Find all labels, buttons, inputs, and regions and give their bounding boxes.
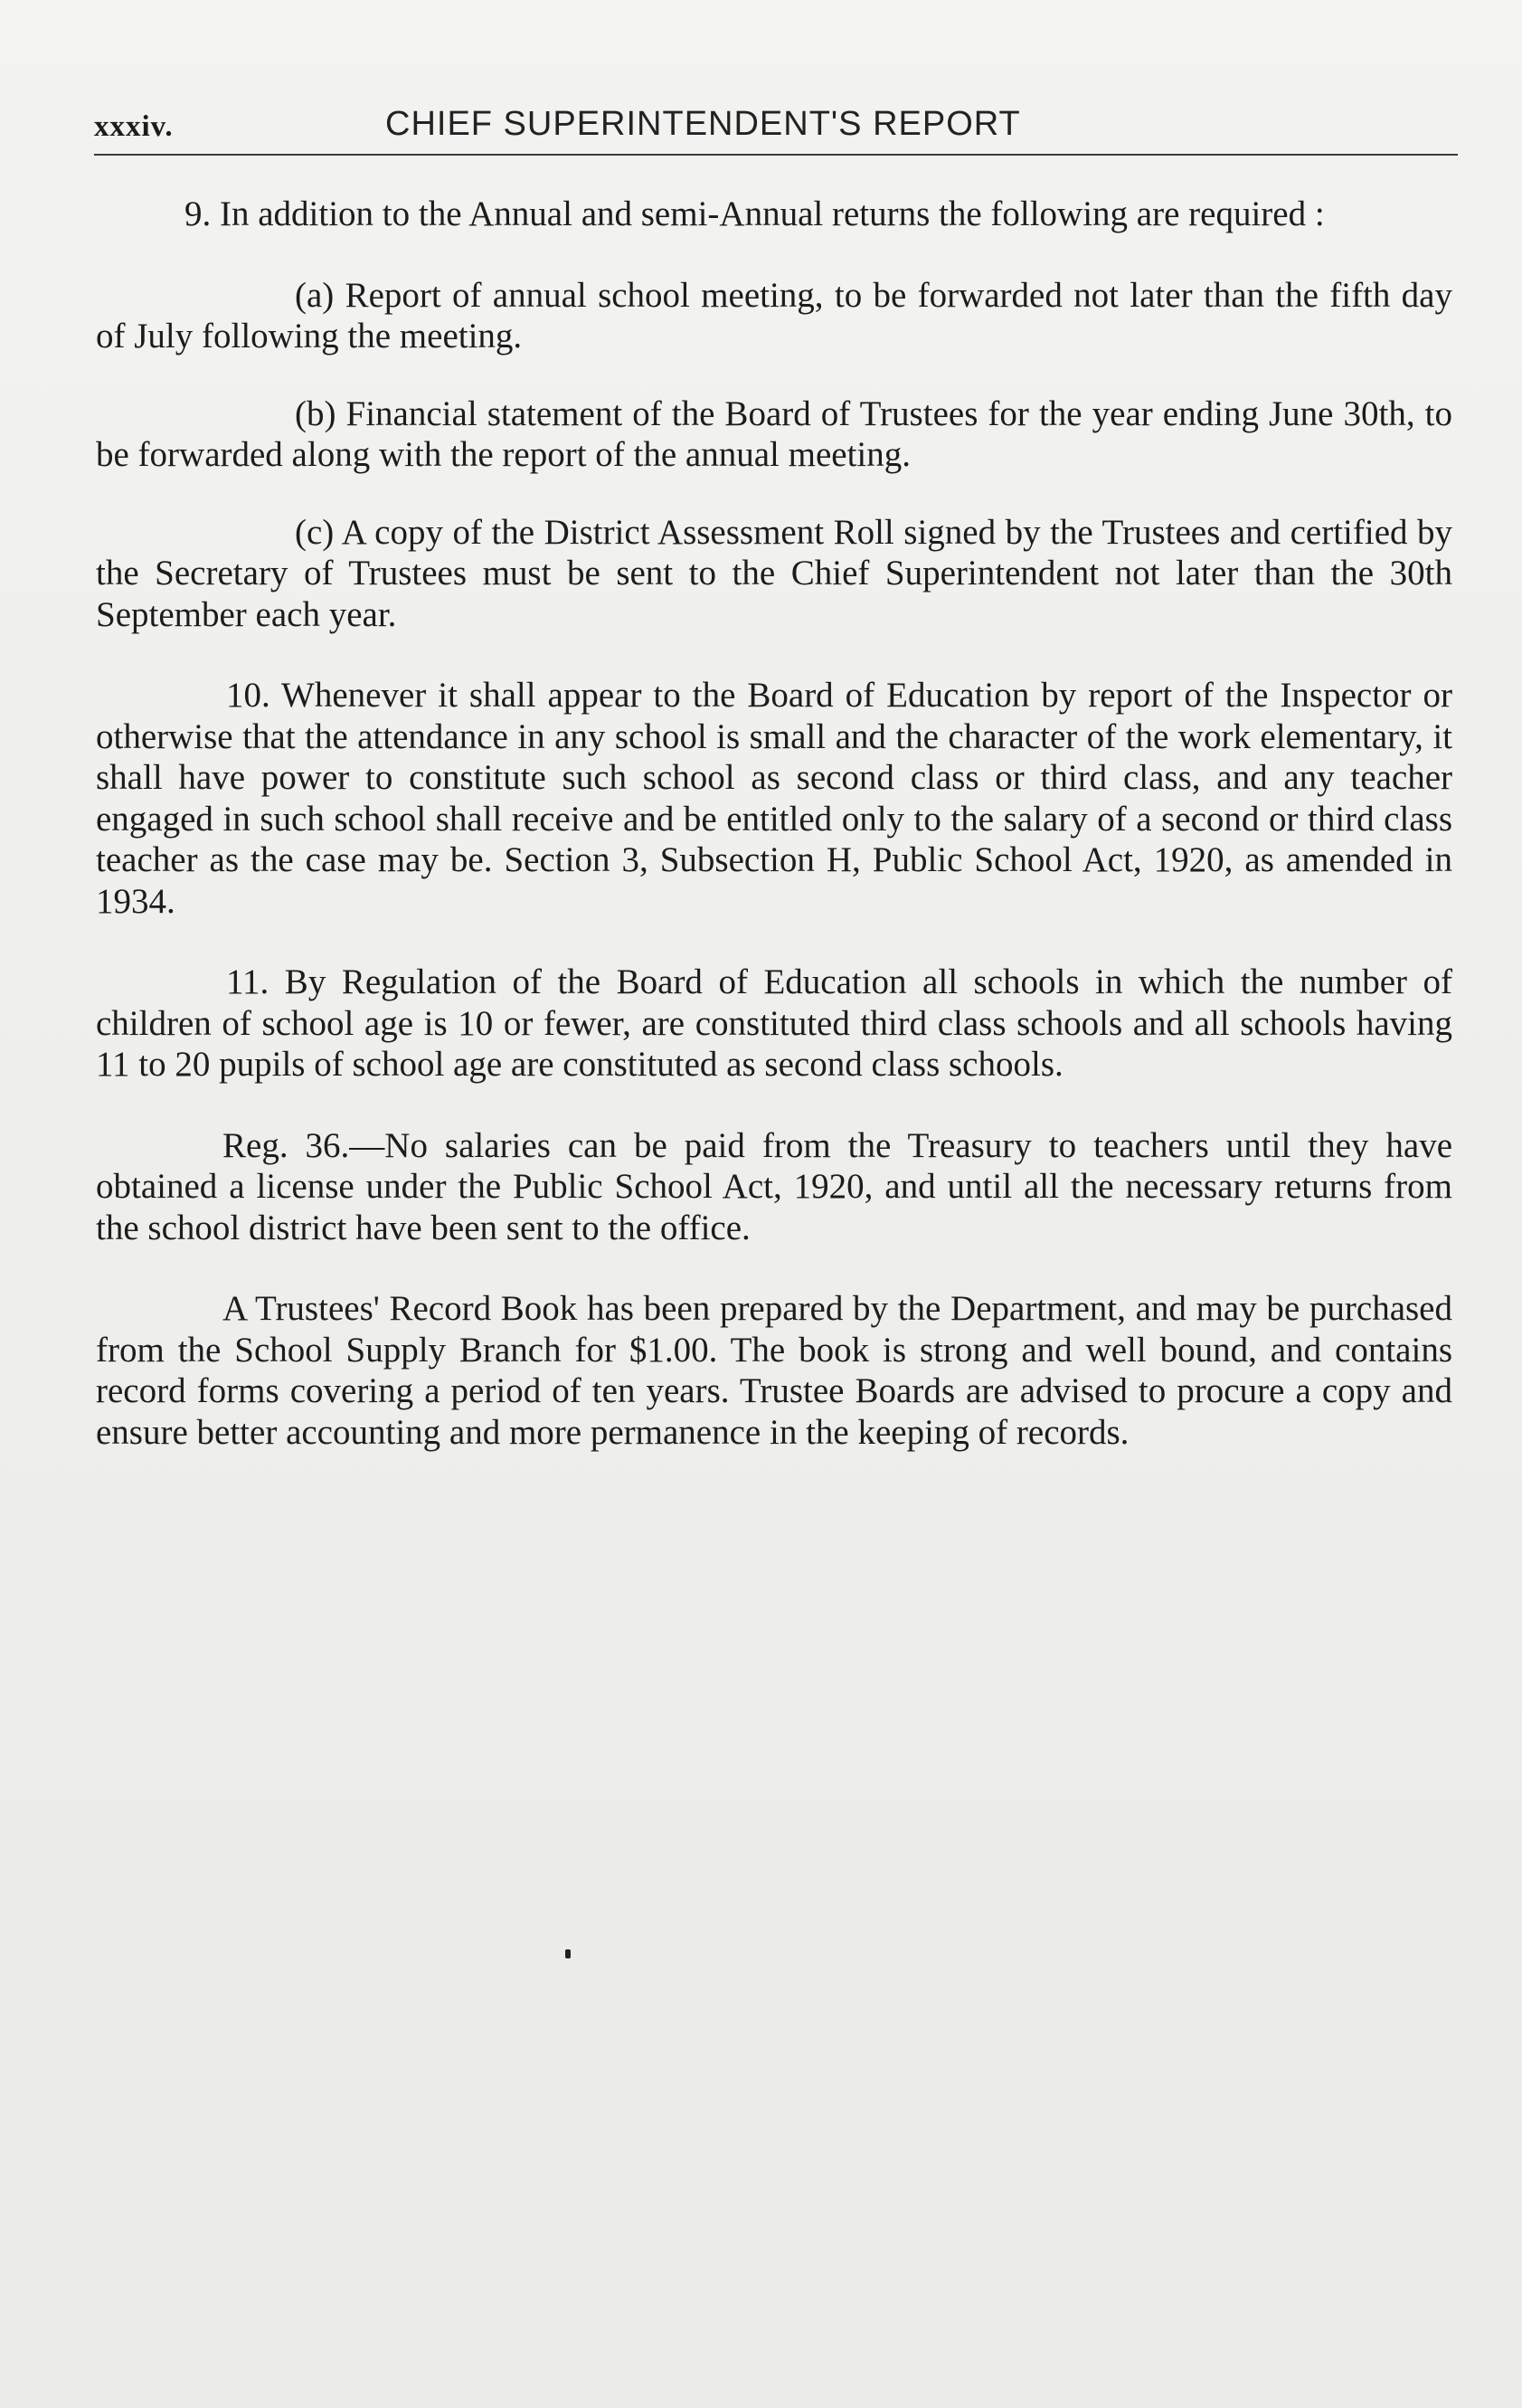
paragraph-9b: (b) Financial statement of the Board of Trustees for the year ending June 30th, to be forwarded along with the report of the annual meeting.: [96, 393, 1452, 474]
paragraph-11: 11. By Regulation of the Board of Education all schools in which the number of children of school age is 10 or fewer, are constituted third class schools and all schools having 11 to 20 pupils of school age are constituted as second class schools.: [96, 962, 1452, 1084]
page-header: [94, 100, 1456, 150]
paragraph-9c: (c) A copy of the District Assessment Roll signed by the Trustees and certified by the Secretary of Trustees must be sent to the Chief Superintendent not later than the 30th September each year.: [96, 512, 1452, 634]
page-number: xxxiv.: [94, 110, 174, 143]
report-body: [96, 194, 1452, 1493]
running-title: CHIEF SUPERINTENDENT'S REPORT: [385, 105, 1021, 143]
paragraph-reg-36: Reg. 36.—No salaries can be paid from the Treasury to teachers until they have obtained a license under the Public School Act, 1920, and until all the necessary returns from the school district have been sent to the office.: [96, 1125, 1452, 1247]
paragraph-record-book: A Trustees' Record Book has been prepared by the Department, and may be purchased from the School Supply Branch for $1.00. The book is strong and well bound, and contains record forms covering a period of ten years. Trustee Boards are advised to procure a copy and ensure better accounting and more permanence in the keeping of records.: [96, 1289, 1452, 1452]
paragraph-9a: (a) Report of annual school meeting, to be forwarded not later than the fifth day of July following the meeting.: [96, 275, 1452, 356]
paragraph-10: 10. Whenever it shall appear to the Board of Education by report of the Inspector or otherwise that the attendance in any school is small and the character of the work elementary, it shall have power to constitute such school as second class or third class, and any teacher engaged in such school shall receive and be entitled only to the salary of a second or third class teacher as the case may be. Section 3, Subsection H, Public School Act, 1920, as amended in 1934.: [96, 676, 1452, 921]
paragraph-9: 9. In addition to the Annual and semi-Annual returns the following are required :: [184, 194, 1325, 233]
ink-speck: [565, 1949, 571, 1958]
header-rule: [94, 154, 1458, 156]
